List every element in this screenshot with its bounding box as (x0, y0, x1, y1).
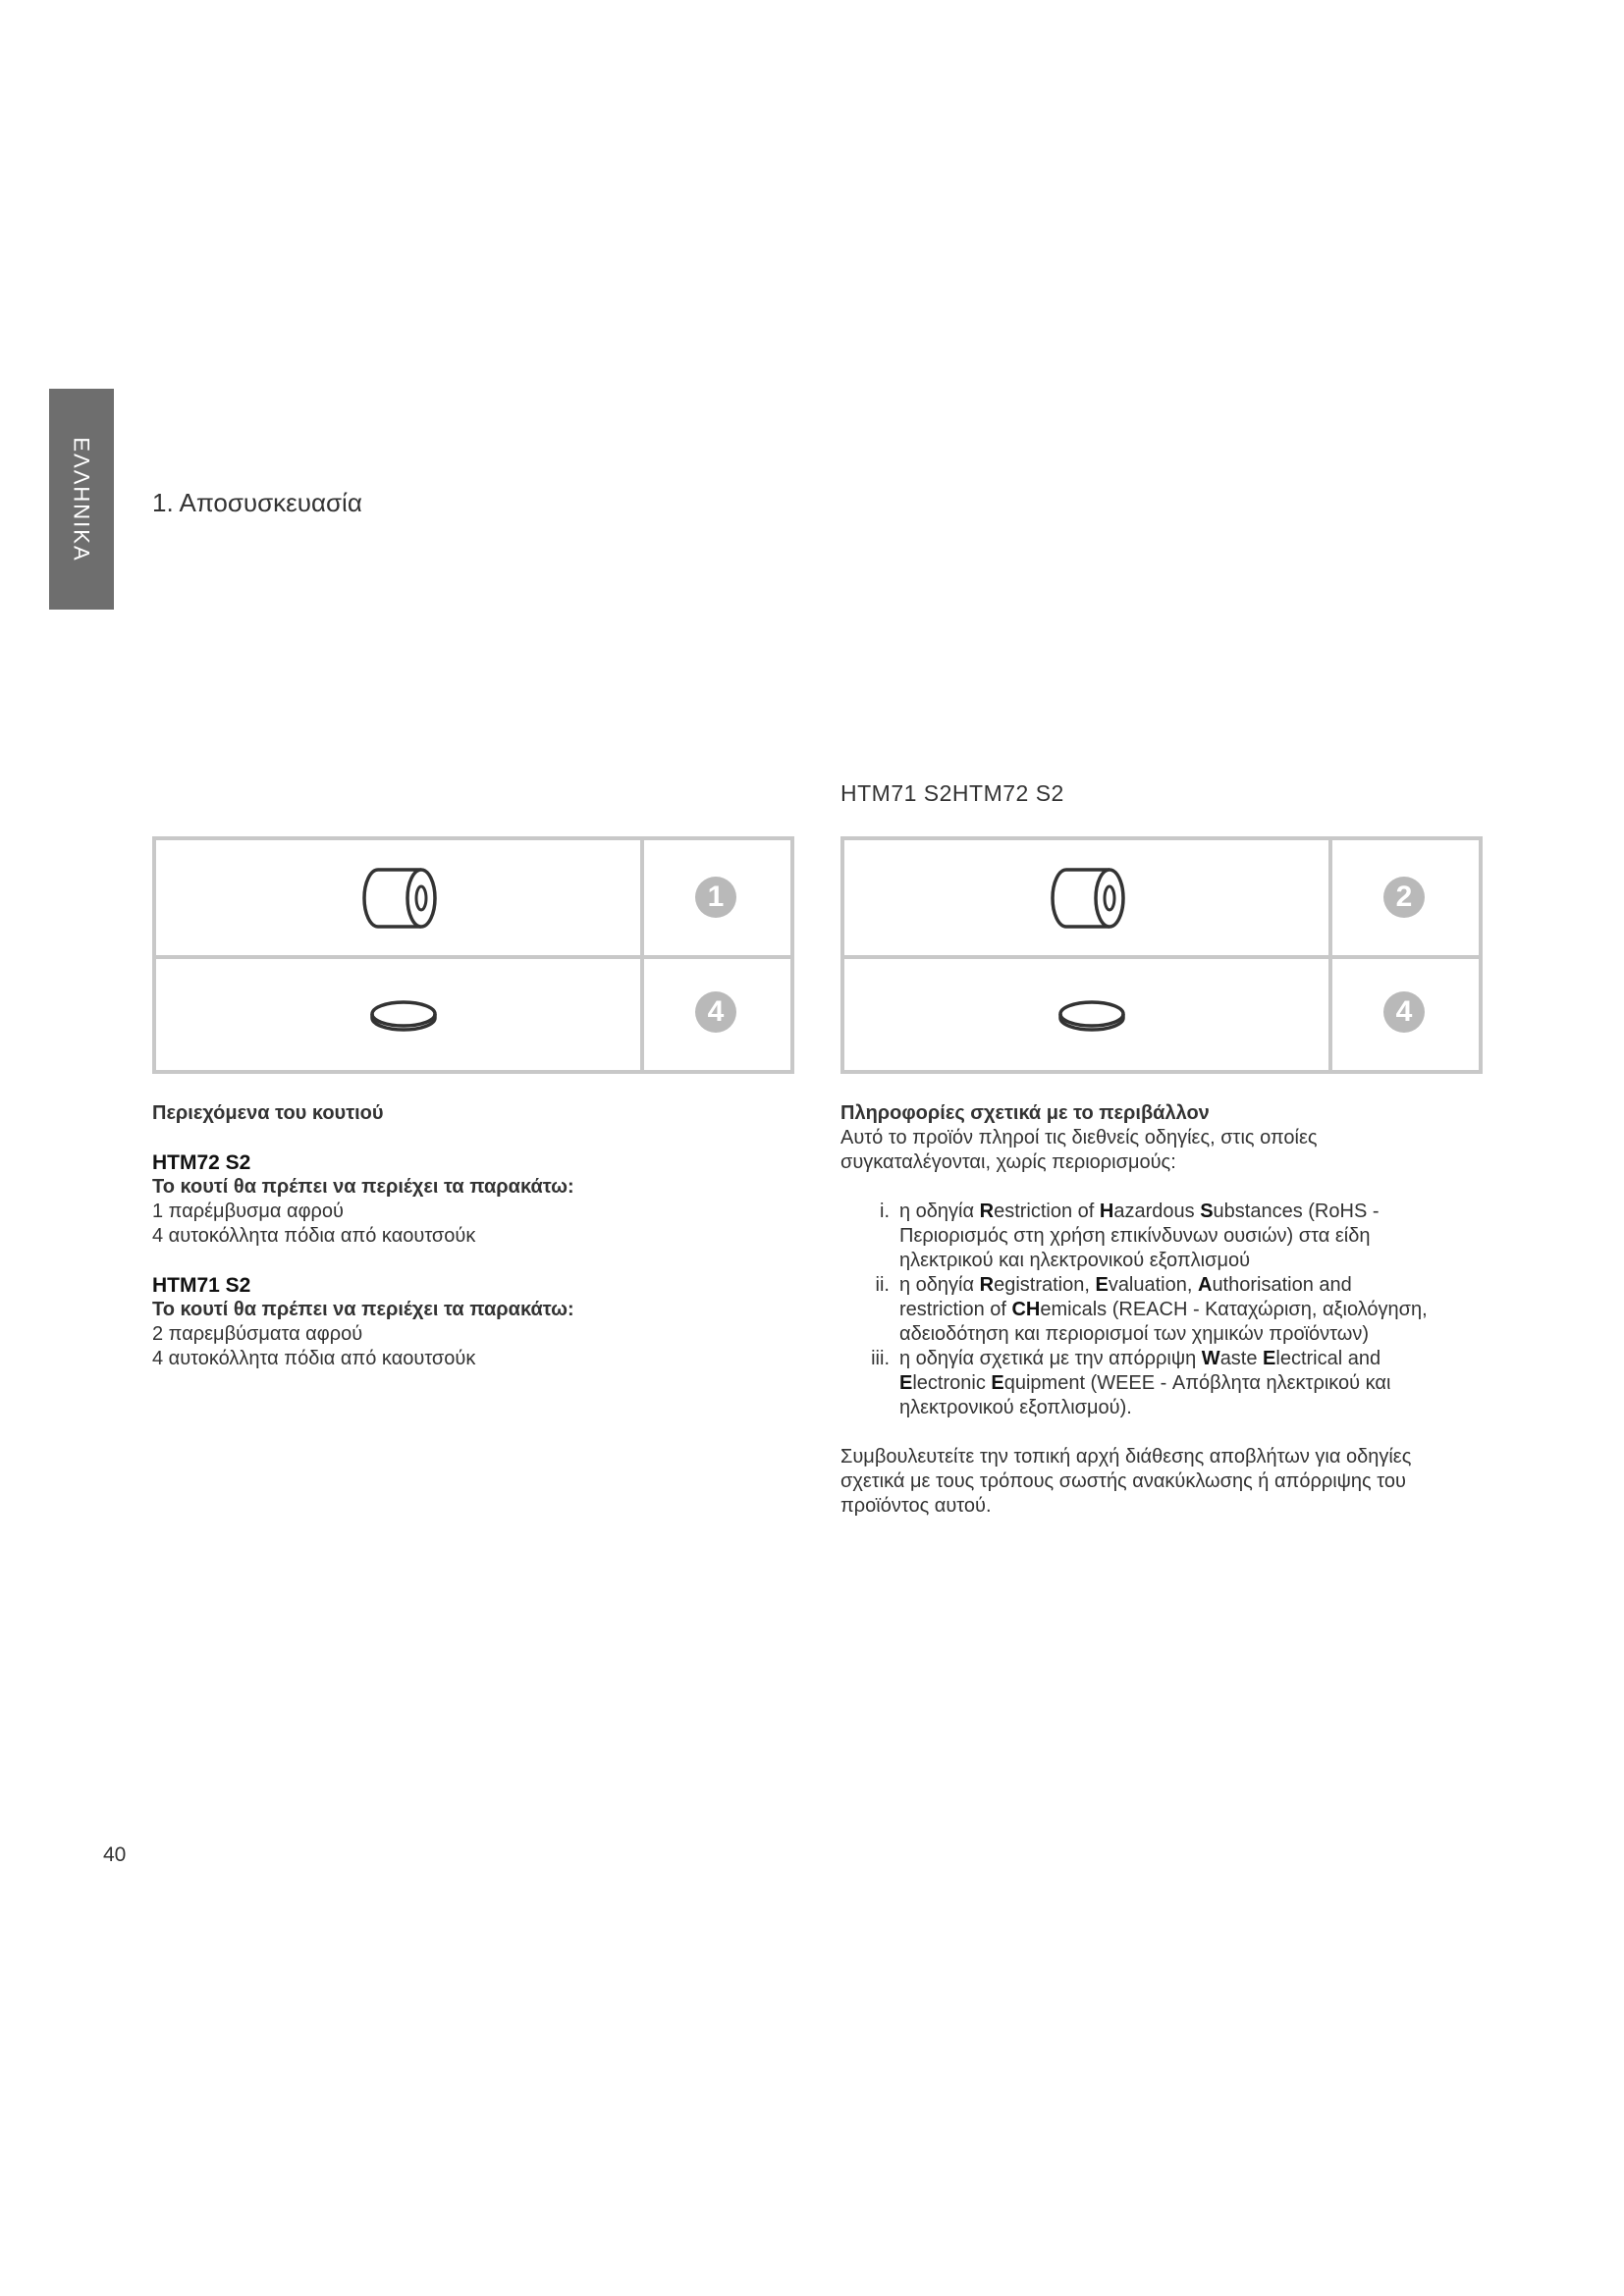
directive-line: ηλεκτρικού και ηλεκτρονικού εξοπλισμού (899, 1250, 1251, 1271)
page-number: 40 (103, 1843, 127, 1866)
directive-line: η οδηγία Registration, Evaluation, Authorisation and (899, 1274, 1352, 1296)
model-heading: HTM71 S2HTM72 S2 (840, 780, 1064, 806)
directive-list (840, 1200, 1489, 1420)
count-badge: 4 (1383, 991, 1425, 1033)
contents-item: 4 αυτοκόλλητα πόδια από καουτσούκ (152, 1225, 476, 1247)
advice-line: προϊόντος αυτού. (840, 1495, 992, 1517)
foam-insert-icon (1049, 864, 1131, 933)
box-divider-horizontal (844, 955, 1479, 959)
directive-item (840, 1347, 1489, 1420)
count-badge: 1 (695, 877, 736, 918)
rubber-foot-icon (369, 999, 438, 1033)
directive-number: i. (880, 1201, 890, 1222)
directive-line: η οδηγία Restriction of Hazardous Substances (RoHS - (899, 1201, 1380, 1222)
contents-instruction: Το κουτί θα πρέπει να περιέχει τα παρακάτω: (152, 1176, 574, 1198)
rubber-foot-icon (1057, 999, 1126, 1033)
directive-line: restriction of CHemicals (REACH - Καταχώριση, αξιολόγηση, (899, 1299, 1428, 1320)
disposal-advice (840, 1445, 1489, 1519)
contents-instruction: Το κουτί θα πρέπει να περιέχει τα παρακάτω: (152, 1299, 574, 1320)
directive-item (840, 1273, 1489, 1347)
box-contents-heading: Περιεχόμενα του κουτιού (152, 1102, 384, 1124)
model-name: HTM71 S2 (152, 1274, 251, 1297)
box-divider-vertical (1328, 840, 1332, 1070)
advice-line: σχετικά με τους τρόπους σωστής ανακύκλωσης ή απόρριψης του (840, 1470, 1406, 1492)
environment-intro-line: συγκαταλέγονται, χωρίς περιορισμούς: (840, 1151, 1176, 1173)
count-badge: 4 (695, 991, 736, 1033)
directive-line: αδειοδότηση και περιορισμοί των χημικών προϊόντων) (899, 1323, 1370, 1345)
foam-insert-icon (360, 864, 443, 933)
directive-line: η οδηγία σχετικά με την απόρριψη Waste Electrical and (899, 1348, 1381, 1369)
environment-section (840, 1101, 1489, 1519)
section-title: 1. Αποσυσκευασία (152, 488, 362, 517)
directive-number: iii. (871, 1348, 890, 1369)
contents-item: 1 παρέμβυσμα αφρού (152, 1201, 344, 1222)
count-badge: 2 (1383, 877, 1425, 918)
model-name: HTM72 S2 (152, 1151, 251, 1174)
directive-line: Περιορισμός στη χρήση επικίνδυνων ουσιών) στα είδη (899, 1225, 1371, 1247)
environment-intro-line: Αυτό το προϊόν πληροί τις διεθνείς οδηγίες, στις οποίες (840, 1127, 1318, 1148)
parts-box-right (840, 836, 1483, 1074)
box-divider-vertical (640, 840, 644, 1070)
contents-item: 2 παρεμβύσματα αφρού (152, 1323, 363, 1345)
language-tab (49, 389, 114, 610)
parts-box-left (152, 836, 794, 1074)
directive-number: ii. (875, 1274, 890, 1296)
language-tab-label: ΕΛΛΗΝΙΚΑ (70, 436, 94, 562)
advice-line: Συμβουλευτείτε την τοπική αρχή διάθεσης αποβλήτων για οδηγίες (840, 1446, 1412, 1468)
directive-line: ηλεκτρονικού εξοπλισμού). (899, 1397, 1132, 1418)
directive-line: Electronic Equipment (WEEE - Απόβλητα ηλεκτρικού και (899, 1372, 1391, 1394)
directive-item (840, 1200, 1489, 1273)
environment-heading: Πληροφορίες σχετικά με το περιβάλλον (840, 1102, 1210, 1124)
contents-item: 4 αυτοκόλλητα πόδια από καουτσούκ (152, 1348, 476, 1369)
box-contents-section (152, 1101, 781, 1371)
box-divider-horizontal (156, 955, 790, 959)
